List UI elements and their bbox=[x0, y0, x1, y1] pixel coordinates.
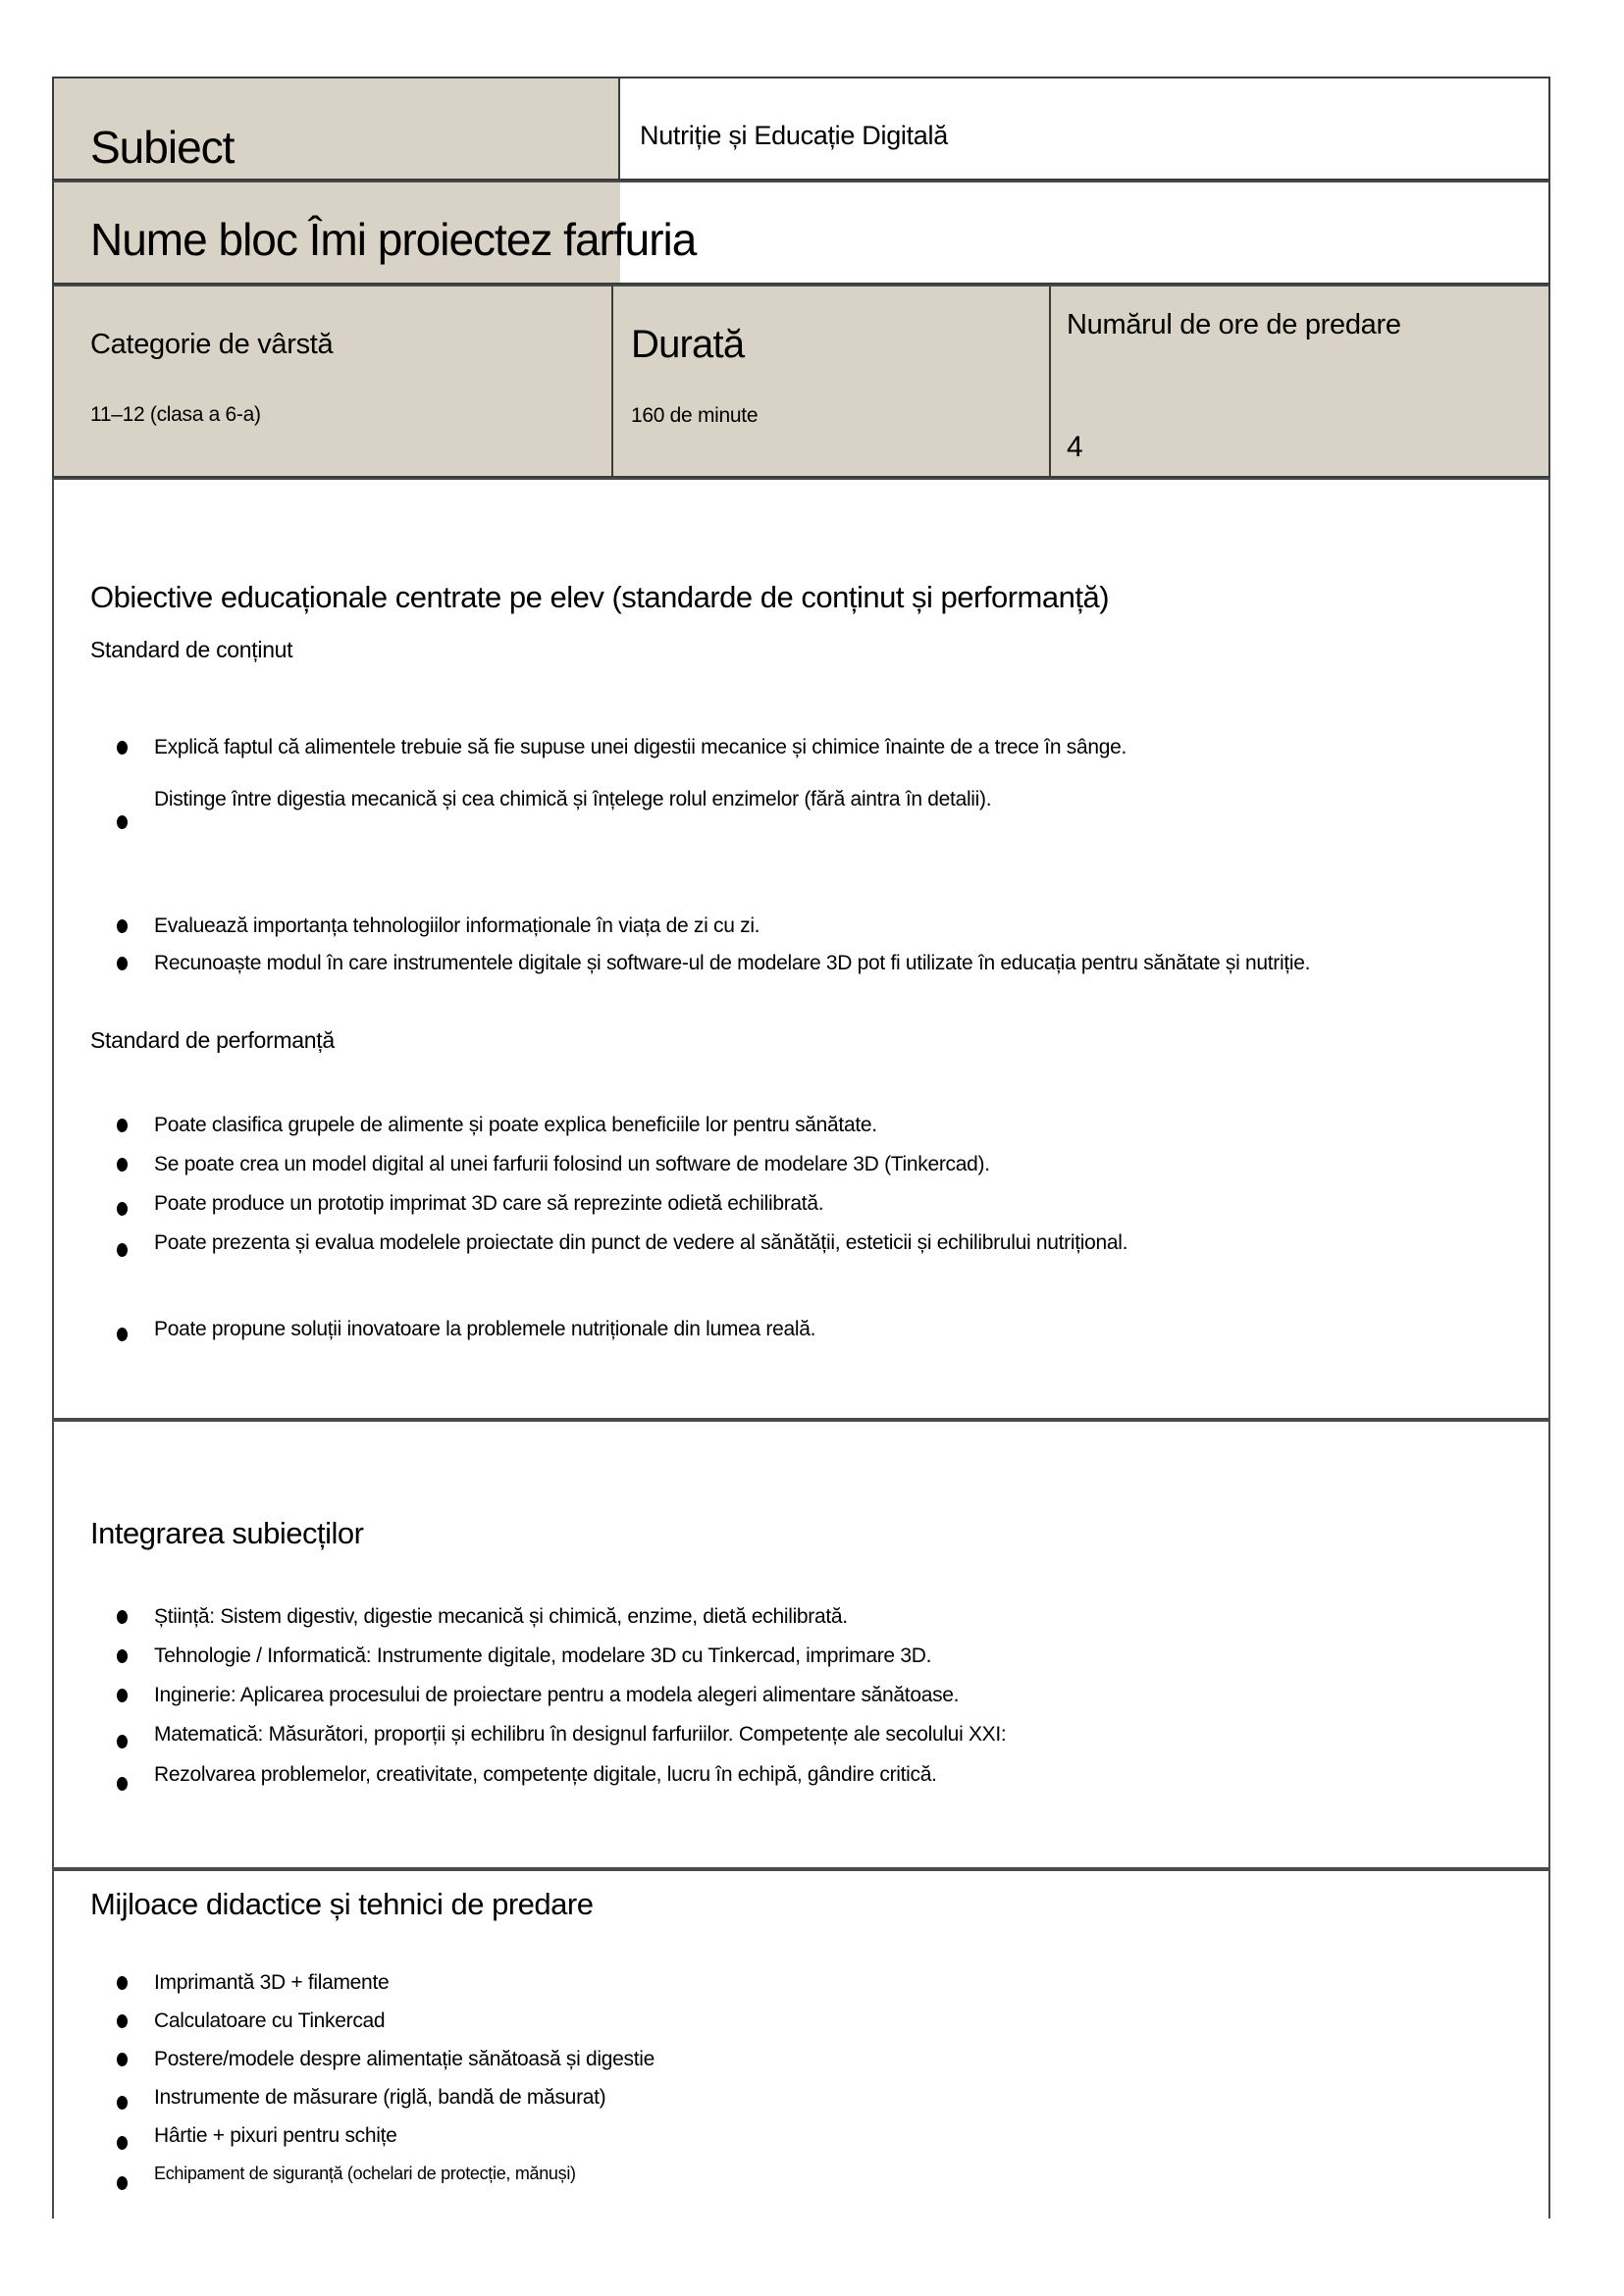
bullet-item bbox=[54, 1603, 1548, 1630]
bullet-item bbox=[54, 786, 1548, 829]
bullet-dot-icon bbox=[117, 1689, 128, 1702]
bullet-item bbox=[54, 1761, 1548, 1791]
cell-subject-value bbox=[620, 78, 1548, 179]
bullet-item bbox=[54, 2084, 1548, 2111]
bullet-text: Poate clasifica grupele de alimente și poate explica beneficiile lor pentru sănătate. bbox=[154, 1113, 877, 1136]
cell-age-category bbox=[54, 287, 613, 476]
bullet-dot-icon bbox=[117, 1243, 128, 1257]
cell-teaching-hours bbox=[1051, 287, 1548, 476]
bullet-dot-icon bbox=[117, 741, 128, 755]
section-subject-integration bbox=[52, 1420, 1550, 1869]
subject-integration-list bbox=[54, 1603, 1548, 1791]
document-content bbox=[52, 77, 1550, 2218]
duration-label: Durată bbox=[631, 323, 745, 366]
bullet-dot-icon bbox=[117, 815, 128, 829]
bullet-text: Recunoaște modul în care instrumentele digitale și software-ul de modelare 3D pot fi utilizate în educația pentru sănătate și nutriție. bbox=[154, 952, 1311, 975]
bullet-text: Calculatoare cu Tinkercad bbox=[154, 2009, 386, 2032]
subject-label: Subiect bbox=[90, 122, 235, 173]
bullet-text: Instrumente de măsurare (riglă, bandă de măsurat) bbox=[154, 2085, 606, 2109]
bullet-text: Postere/modele despre alimentație sănătoasă și digestie bbox=[154, 2047, 655, 2070]
age-category-value: 11–12 (clasa a 6-a) bbox=[90, 402, 261, 426]
bullet-dot-icon bbox=[117, 1610, 128, 1624]
bullet-dot-icon bbox=[117, 1777, 128, 1791]
bullet-text: Poate prezenta și evalua modelele proiectate din punct de vedere al sănătății, esteticii și echilibrului nutrițional. bbox=[154, 1230, 1128, 1254]
cell-subject-label bbox=[54, 78, 620, 179]
row-block-name bbox=[52, 181, 1550, 285]
bullet-text: Imprimantă 3D + filamente bbox=[154, 1970, 390, 1994]
bullet-item bbox=[54, 913, 1548, 939]
bullet-item bbox=[54, 2122, 1548, 2150]
bullet-dot-icon bbox=[117, 2014, 128, 2028]
bullet-text: Poate propune soluții inovatoare la problemele nutriționale din lumea reală. bbox=[154, 1317, 816, 1340]
bullet-dot-icon bbox=[117, 957, 128, 970]
bullet-item bbox=[54, 1316, 1548, 1342]
teaching-aids-title: Mijloace didactice și tehnici de predare bbox=[90, 1887, 594, 1921]
bullet-item bbox=[54, 2008, 1548, 2034]
bullet-dot-icon bbox=[117, 1735, 128, 1748]
age-category-label: Categorie de vârstă bbox=[90, 329, 334, 360]
bullet-dot-icon bbox=[117, 1119, 128, 1132]
bullet-item bbox=[54, 1190, 1548, 1217]
duration-value: 160 de minute bbox=[631, 404, 759, 427]
block-name-text: Nume bloc Îmi proiectez farfuria bbox=[90, 214, 697, 265]
bullet-text: Știință: Sistem digestiv, digestie mecanică și chimică, enzime, dietă echilibrată. bbox=[154, 1604, 848, 1628]
bullet-text: Evaluează importanța tehnologiilor informaționale în viața de zi cu zi. bbox=[154, 914, 760, 938]
bullet-item bbox=[54, 1229, 1548, 1257]
bullet-item bbox=[54, 2162, 1548, 2190]
bullet-text: Explică faptul că alimentele trebuie să fie supuse unei digestii mecanice și chimice înainte de a trece în sânge. bbox=[154, 736, 1127, 759]
bullet-item bbox=[54, 1151, 1548, 1177]
bullet-dot-icon bbox=[117, 919, 128, 933]
bullet-item bbox=[54, 734, 1548, 760]
bullet-dot-icon bbox=[117, 2053, 128, 2066]
bullet-text: Tehnologie / Informatică: Instrumente digitale, modelare 3D cu Tinkercad, imprimare 3D. bbox=[154, 1644, 932, 1667]
performance-standard-list bbox=[54, 1112, 1548, 1342]
bullet-text: Se poate crea un model digital al unei farfurii folosind un software de modelare 3D (Tinkercad). bbox=[154, 1152, 990, 1175]
bullet-dot-icon bbox=[117, 1649, 128, 1663]
objectives-title: Obiective educaționale centrate pe elev (standarde de conținut și performanță) bbox=[90, 580, 1110, 614]
bullet-dot-icon bbox=[117, 1202, 128, 1216]
bullet-item bbox=[54, 950, 1548, 976]
bullet-item bbox=[54, 1643, 1548, 1669]
bullet-item bbox=[54, 1721, 1548, 1748]
bullet-dot-icon bbox=[117, 1976, 128, 1990]
bullet-text: Hârtie + pixuri pentru schițe bbox=[154, 2123, 397, 2147]
bullet-item bbox=[54, 1112, 1548, 1138]
content-standard-list bbox=[54, 734, 1548, 976]
bullet-dot-icon bbox=[117, 2136, 128, 2150]
subject-value: Nutriție și Educație Digitală bbox=[640, 121, 948, 150]
section-objectives bbox=[52, 478, 1550, 1420]
bullet-text: Matematică: Măsurători, proporții și echilibru în designul farfuriilor. Competențe ale secolului XXI: bbox=[154, 1722, 1007, 1746]
content-standard-label: Standard de conținut bbox=[90, 636, 293, 662]
bullet-text: Distinge între digestia mecanică și cea chimică și înțelege rolul enzimelor (fără aintra în detalii). bbox=[154, 788, 992, 811]
performance-standard-label: Standard de performanță bbox=[90, 1027, 335, 1054]
section-teaching-aids bbox=[52, 1869, 1550, 2218]
row-meta bbox=[52, 285, 1550, 478]
bullet-item bbox=[54, 2046, 1548, 2072]
bullet-text: Poate produce un prototip imprimat 3D care să reprezinte odietă echilibrată. bbox=[154, 1191, 824, 1215]
bullet-dot-icon bbox=[117, 1158, 128, 1172]
teaching-aids-list bbox=[54, 1969, 1548, 2190]
bullet-dot-icon bbox=[117, 2096, 128, 2110]
teaching-hours-label: Numărul de ore de predare bbox=[1067, 309, 1401, 340]
row-subject bbox=[52, 77, 1550, 181]
cell-duration bbox=[613, 287, 1051, 476]
bullet-item bbox=[54, 1969, 1548, 1996]
teaching-hours-value: 4 bbox=[1067, 431, 1083, 463]
bullet-item bbox=[54, 1682, 1548, 1708]
bullet-dot-icon bbox=[117, 2176, 128, 2190]
bullet-text: Rezolvarea problemelor, creativitate, competențe digitale, lucru în echipă, gândire critică. bbox=[154, 1762, 937, 1786]
subject-integration-title: Integrarea subiecților bbox=[90, 1516, 364, 1550]
bullet-dot-icon bbox=[117, 1328, 128, 1341]
bullet-text: Echipament de siguranță (ochelari de protecție, mănuși) bbox=[154, 2163, 576, 2183]
info-table bbox=[52, 77, 1550, 478]
bullet-text: Inginerie: Aplicarea procesului de proiectare pentru a modela alegeri alimentare sănătoase. bbox=[154, 1683, 960, 1706]
